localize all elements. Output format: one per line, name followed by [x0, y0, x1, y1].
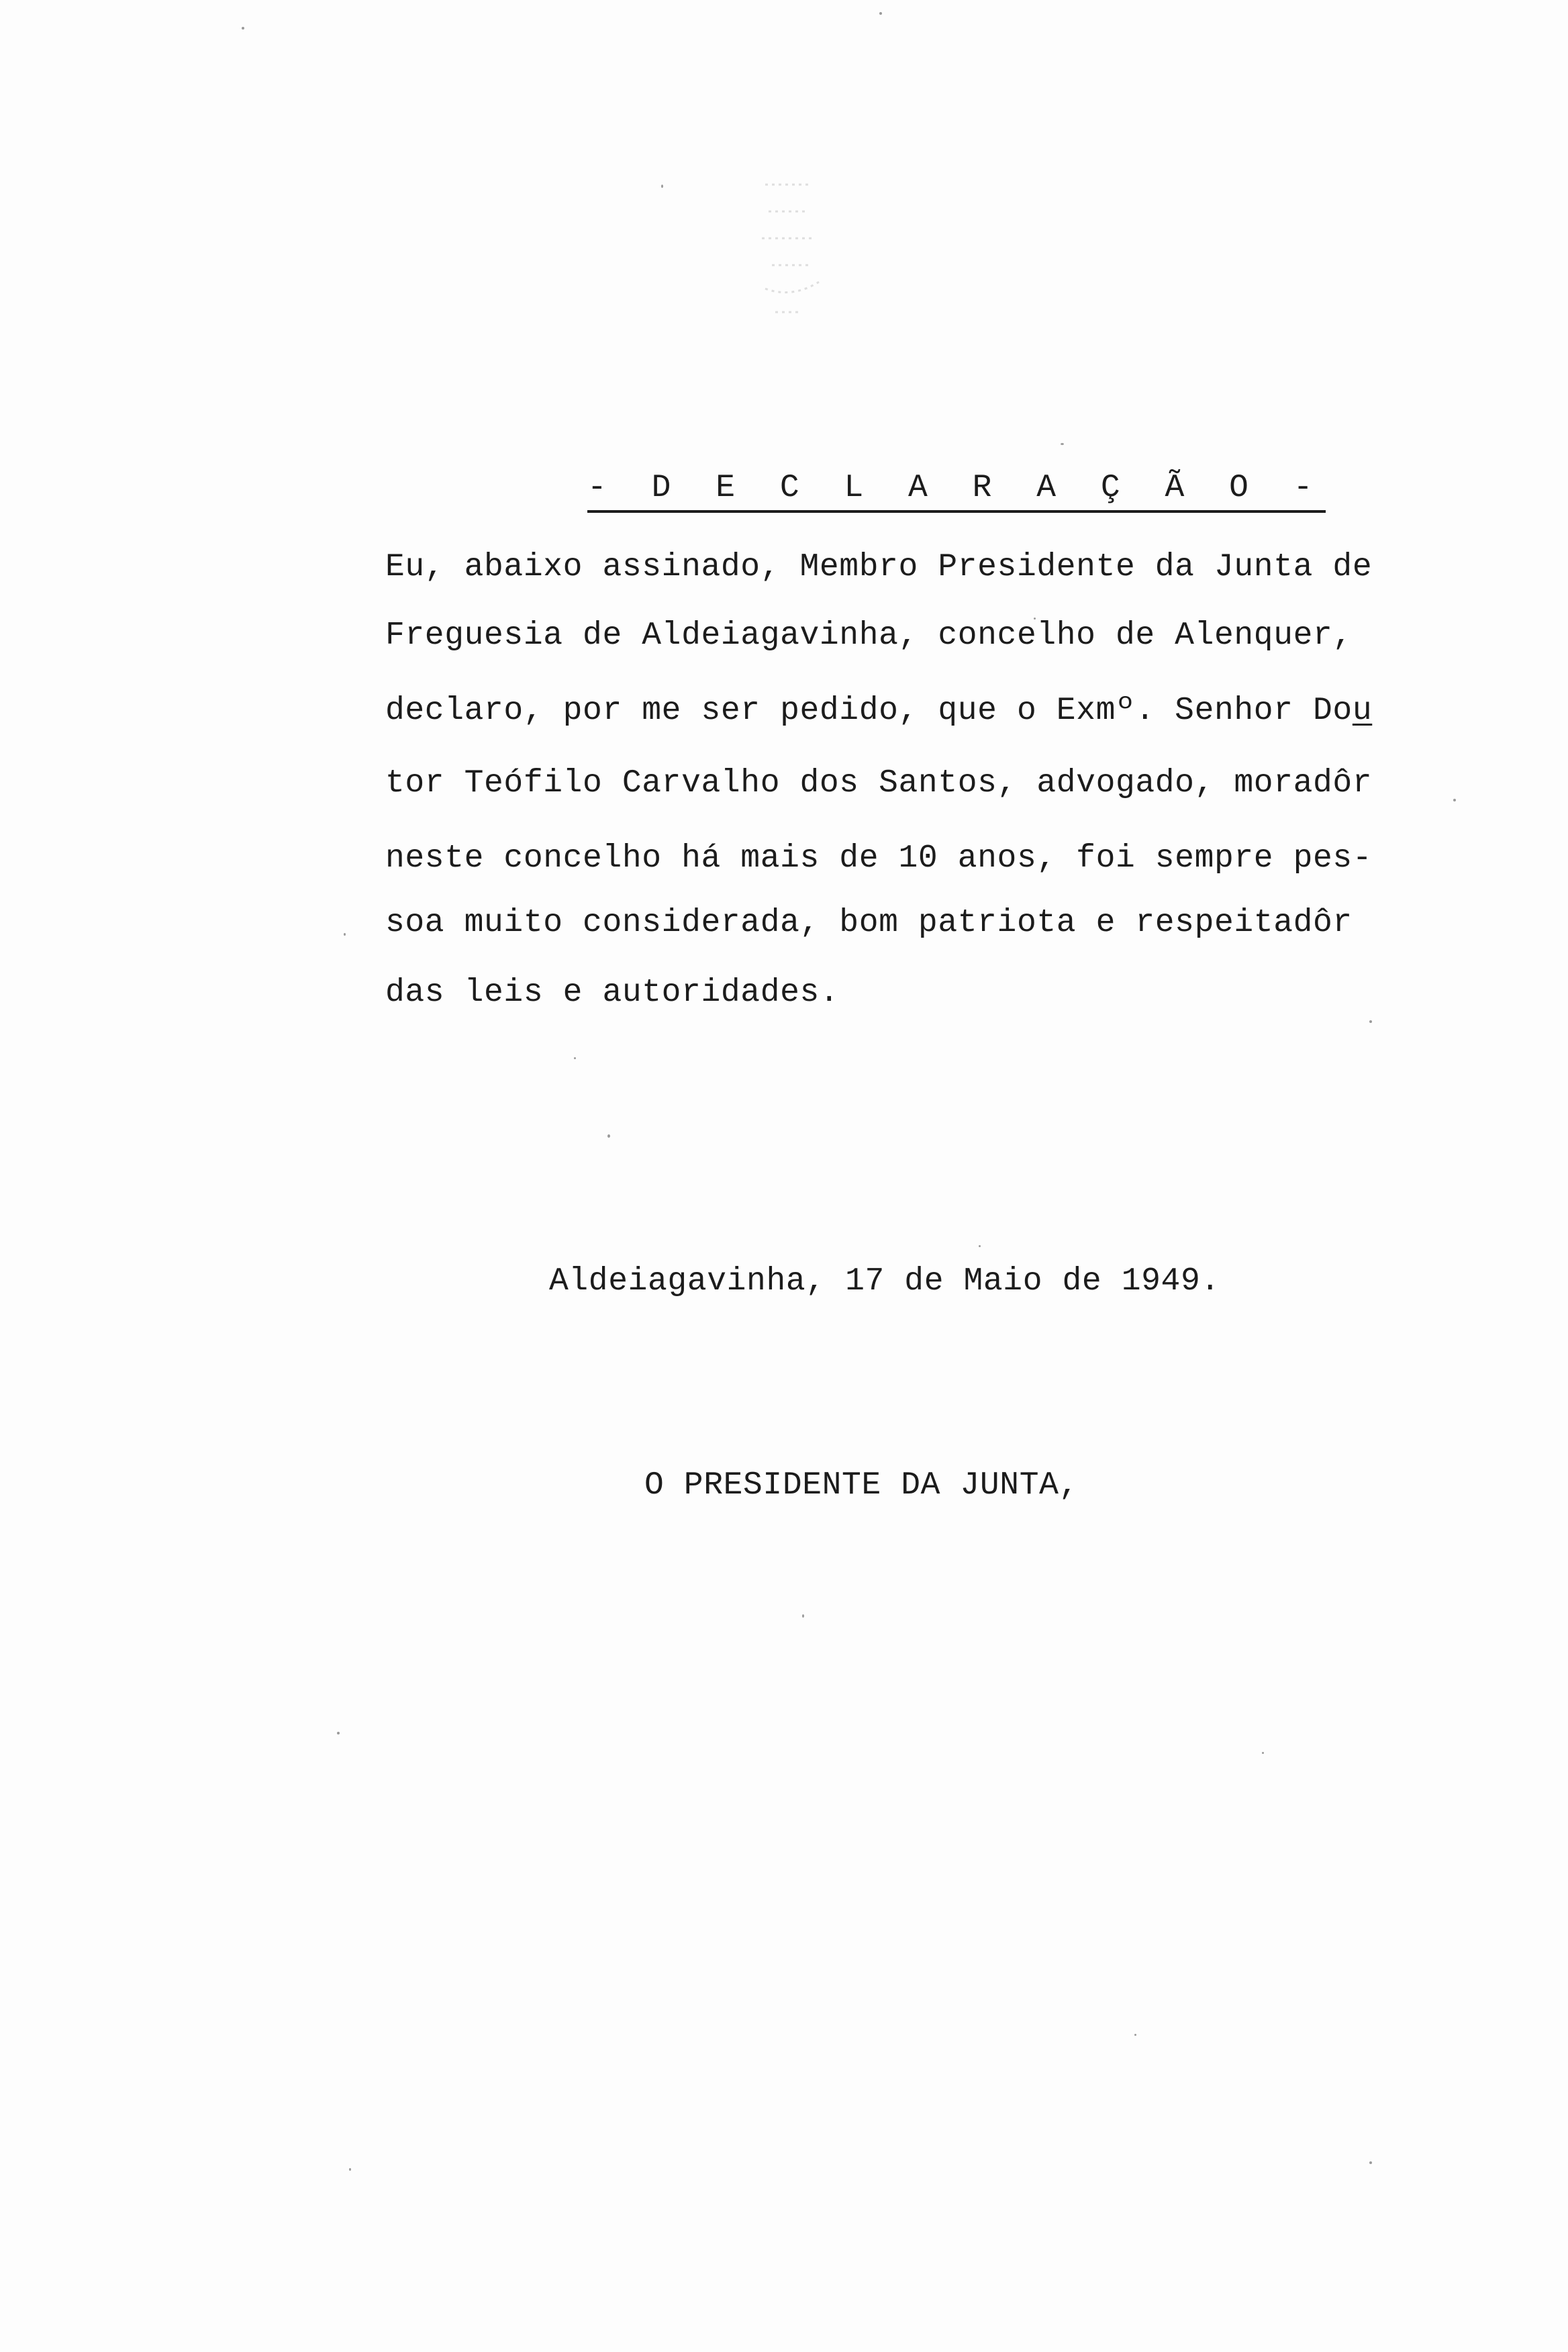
scan-speck — [344, 933, 346, 936]
scan-speck — [607, 1134, 610, 1138]
scan-speck — [337, 1732, 340, 1734]
scan-speck — [242, 27, 244, 30]
scan-speck — [1369, 2161, 1372, 2164]
document-title: - D E C L A R A Ç Ã O - — [587, 470, 1326, 513]
body-line-5: neste concelho há mais de 10 anos, foi sempre pes- — [385, 840, 1373, 877]
body-line-1: Eu, abaixo assinado, Membro Presidente da Junta de — [385, 549, 1373, 585]
signature-title: O PRESIDENTE DA JUNTA, — [644, 1467, 1079, 1504]
scan-speck — [1262, 1752, 1264, 1754]
scan-speck — [349, 2168, 351, 2171]
scan-speck — [1369, 1020, 1372, 1023]
body-line-2: Freguesia de Aldeiagavinha, concelho de Alenquer, — [385, 618, 1353, 654]
scan-speck — [879, 12, 882, 15]
scan-speck — [574, 1057, 576, 1059]
scan-speck — [1453, 799, 1456, 801]
body-line-6: soa muito considerada, bom patriota e respeitadôr — [385, 905, 1353, 941]
body-line-3-text: declaro, por me ser pedido, que o Exmº. Senhor Do — [385, 693, 1353, 729]
place-and-date: Aldeiagavinha, 17 de Maio de 1949. — [549, 1263, 1220, 1300]
scan-speck — [1134, 2034, 1136, 2036]
body-line-7: das leis e autoridades. — [385, 975, 840, 1011]
faint-stamp-mark — [752, 171, 826, 326]
scan-speck — [1061, 443, 1064, 445]
scan-speck — [661, 185, 663, 188]
underlined-fragment: u — [1352, 693, 1373, 729]
body-line-3 — [385, 693, 1372, 729]
body-line-4: tor Teófilo Carvalho dos Santos, advogado, moradôr — [385, 765, 1373, 801]
scan-speck — [802, 1614, 804, 1618]
scan-speck — [979, 1245, 981, 1247]
